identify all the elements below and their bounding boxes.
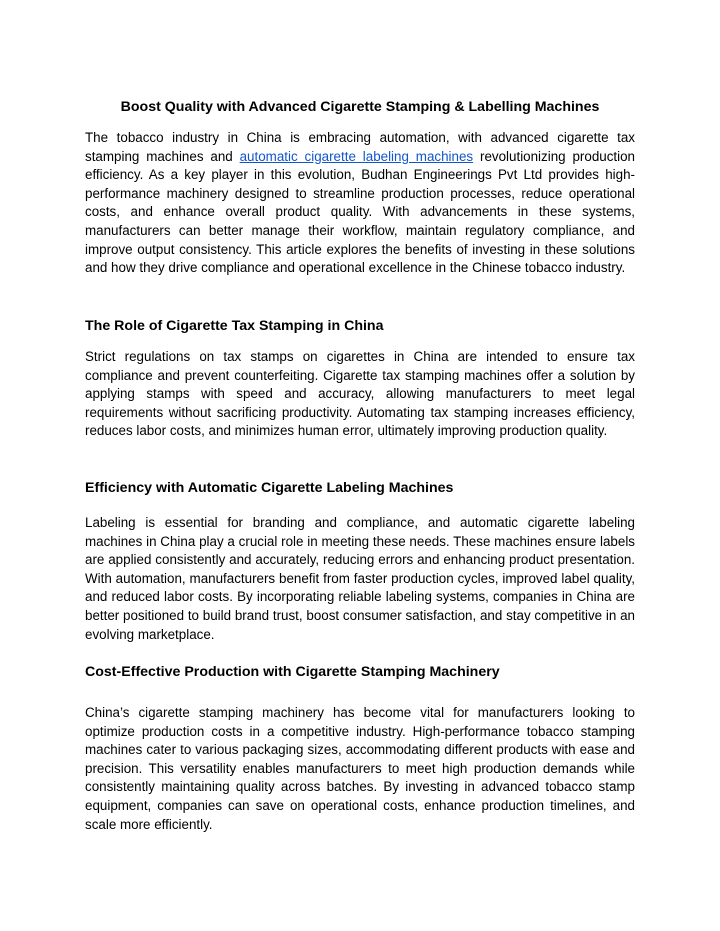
section-body-tax-stamping: Strict regulations on tax stamps on cigarettes in China are intended to ensure tax compliance and prevent counterfeiting. Cigarette tax stamping machines offer a solution by applying stamps with speed and accuracy, allowing manufacturers to meet legal requirements without sacrificing productivity. Automating tax stamping increases efficiency, reduces labor costs, and minimizes human error, ultimately improving production quality. [85,349,635,439]
section-heading-labeling: Efficiency with Automatic Cigarette Labeling Machines [85,480,454,496]
intro-paragraph [85,129,635,278]
section-heading-cost-effective: Cost-Effective Production with Cigarette Stamping Machinery [85,664,500,680]
document-title: Boost Quality with Advanced Cigarette Stamping & Labelling Machines [120,99,600,115]
section-body-labeling: Labeling is essential for branding and compliance, and automatic cigarette labeling machines in China play a crucial role in meeting these needs. These machines ensure labels are applied consistently and accurately, reducing errors and enhancing product presentation. With automation, manufacturers benefit from faster production cycles, improved label quality, and reduced labor costs. By incorporating reliable labeling systems, companies in China are better positioned to build brand trust, boost consumer satisfaction, and stay competitive in an evolving marketplace. [85,515,635,642]
automatic-cigarette-labeling-machines-link[interactable]: automatic cigarette labeling machines [239,148,474,164]
section-body-cost-effective: China’s cigarette stamping machinery has become vital for manufacturers looking to optimize production costs in a competitive industry. High-performance tobacco stamping machines cater to various packaging sizes, accommodating different products with ease and precision. This versatility enables manufacturers to meet high production demands while consistently maintaining quality across batches. By investing in advanced tobacco stamp equipment, companies can save on operational costs, enhance production timelines, and scale more efficiently. [85,705,635,832]
section-heading-tax-stamping: The Role of Cigarette Tax Stamping in China [85,318,384,334]
intro-text-after-link: revolutionizing production efficiency. As a key player in this evolution, Budhan Engineerings Pvt Ltd provides high-performance machinery designed to streamline production processes, reduce operational costs, and enhance overall product quality. With advancements in these systems, manufacturers can better manage their workflow, maintain regulatory compliance, and improve output consistency. This article explores the benefits of investing in these solutions and how they drive compliance and operational excellence in the Chinese tobacco industry. [85,148,636,276]
intro-text-before-link: The tobacco industry in China is embracing automation, with advanced cigarette tax stamping machines and [85,130,635,164]
